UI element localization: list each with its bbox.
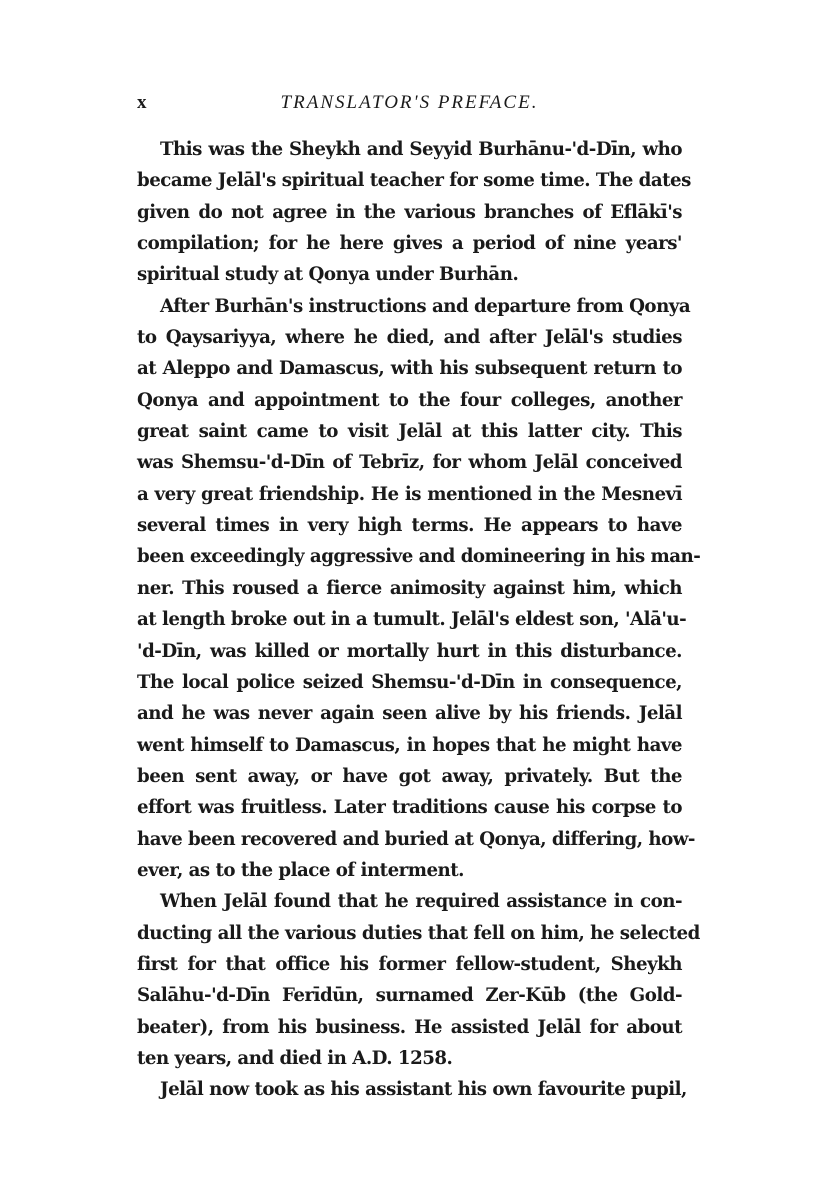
text-line: great saint came to visit Jelāl at this latter city. This: [137, 421, 682, 443]
text-line: and he was never again seen alive by his friends. Jelāl: [137, 703, 682, 725]
text-line: several times in very high terms. He appears to have: [137, 515, 682, 537]
text-line: went himself to Damascus, in hopes that he might have: [137, 734, 682, 756]
text-line: was Shemsu-'d-Dīn of Tebrīz, for whom Jelāl conceived: [137, 452, 682, 474]
text-line: ducting all the various duties that fell on him, he selected: [137, 922, 700, 944]
text-line: When Jelāl found that he required assistance in con-: [160, 891, 682, 913]
text-line: became Jelāl's spiritual teacher for some time. The dates: [137, 170, 691, 192]
text-line: at Aleppo and Damascus, with his subsequent return to: [137, 358, 682, 380]
text-line: beater), from his business. He assisted Jelāl for about: [137, 1016, 682, 1038]
text-line: Jelāl now took as his assistant his own favourite pupil,: [160, 1079, 687, 1101]
text-line: been sent away, or have got away, privately. But the: [137, 765, 682, 787]
page-number: x: [137, 92, 147, 113]
text-line: Salāhu-'d-Dīn Ferīdūn, surnamed Zer-Kūb (the Gold-: [137, 985, 682, 1007]
page-header: [137, 92, 682, 122]
text-line: effort was fruitless. Later traditions cause his corpse to: [137, 797, 682, 819]
text-line: given do not agree in the various branches of Eflākī's: [137, 201, 682, 223]
text-line: The local police seized Shemsu-'d-Dīn in consequence,: [137, 671, 682, 693]
text-line: compilation; for he here gives a period of nine years': [137, 233, 682, 255]
text-line: at length broke out in a tumult. Jelāl's eldest son, 'Alā'u-: [137, 609, 687, 631]
text-line: to Qaysariyya, where he died, and after Jelāl's studies: [137, 327, 682, 349]
text-line: been exceedingly aggressive and domineering in his man-: [137, 546, 701, 568]
text-line: After Burhān's instructions and departure from Qonya: [160, 295, 691, 317]
running-title: TRANSLATOR'S PREFACE.: [280, 92, 539, 113]
text-line: 'd-Dīn, was killed or mortally hurt in this disturbance.: [137, 640, 682, 662]
body-text: [137, 134, 701, 1106]
text-line: ten years, and died in A.D. 1258.: [137, 1047, 453, 1069]
text-line: Qonya and appointment to the four colleges, another: [137, 389, 682, 411]
text-line: spiritual study at Qonya under Burhān.: [137, 264, 519, 286]
text-line: have been recovered and buried at Qonya, differing, how-: [137, 828, 695, 850]
text-line: This was the Sheykh and Seyyid Burhānu-'d-Dīn, who: [160, 139, 682, 160]
text-line: ever, as to the place of interment.: [137, 859, 465, 881]
text-line: ner. This roused a fierce animosity against him, which: [137, 577, 682, 599]
text-line: a very great friendship. He is mentioned in the Mesnevī: [137, 483, 682, 505]
text-line: first for that office his former fellow-student, Sheykh: [137, 953, 682, 975]
